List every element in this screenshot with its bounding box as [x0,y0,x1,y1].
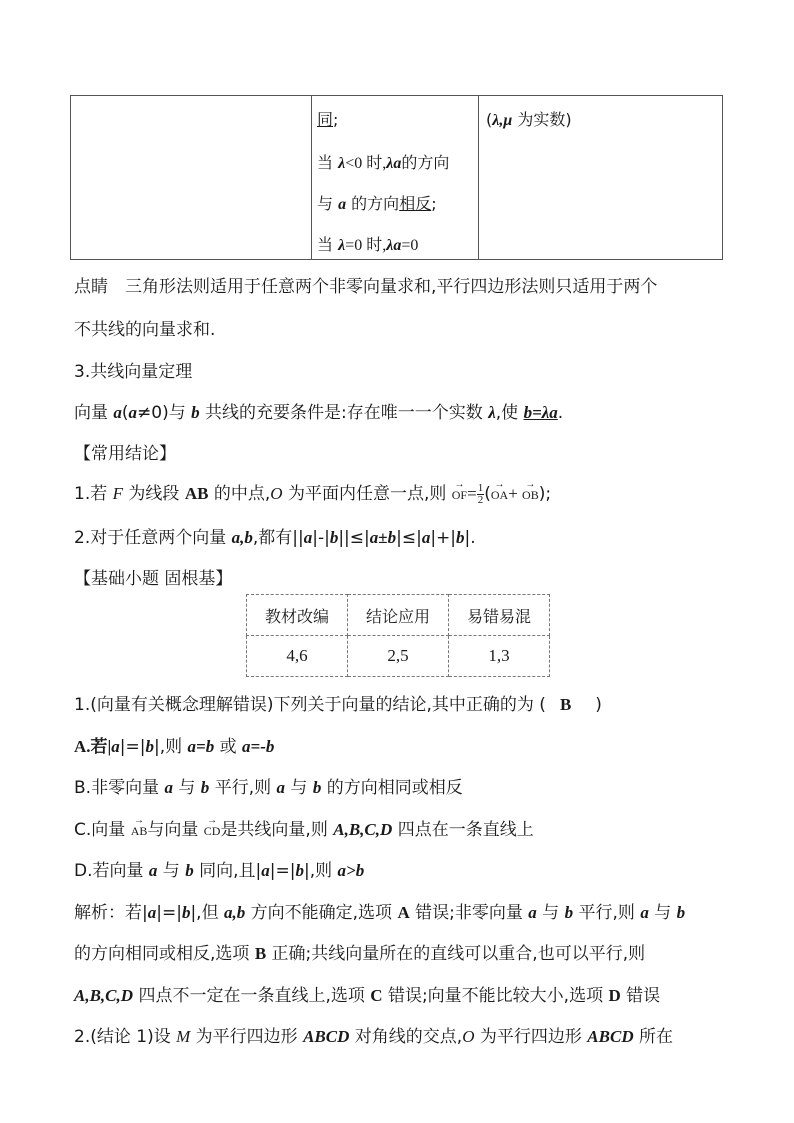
common-title: 【常用结论】 [74,444,176,464]
vector-CD: → CD [203,815,221,838]
theorem-text: 向量 a(a≠0)与 b 共线的充要条件是:存在唯一一个实数 λ,使 b=λa. [74,403,564,423]
vector-AB: → AB [130,815,148,838]
vector-OF: → OF [451,479,468,502]
table-cell-line: 当 λ<0 时,λa的方向 [317,153,450,172]
table-divider [478,96,479,259]
vector-OB: → OB [522,479,539,502]
value-cell: 1,3 [449,636,550,677]
value-cell: 4,6 [247,636,348,677]
table-cell-line: 当 λ=0 时,λa=0 [317,235,419,254]
header-cell: 教材改编 [247,595,348,636]
header-cell: 易错易混 [449,595,550,636]
note-line: 点睛 三角形法则适用于任意两个非零向量求和,平行四边形法则只适用于两个 [74,277,658,297]
option-D: D.若向量 a 与 b 同向,且|a|=|b|,则 a>b [74,861,365,881]
table-divider [311,96,312,259]
table-cell-line: 同; [317,110,339,129]
option-C: C.向量 → AB与向量 → CD是共线向量,则 A,B,C,D 四点在一条直线上 [74,815,534,840]
question-2-stem: 2.(结论 1)设 M 为平行四边形 ABCD 对角线的交点,O 为平行四边形 ABCD 所在 [74,1027,673,1047]
conclusion-2: 2.对于任意两个向量 a,b,都有||a|-|b||≤|a±b|≤|a|+|b|. [74,528,476,548]
table-row [247,636,550,677]
table-cell-line: 与 a 的方向相反; [317,194,437,213]
note-line: 不共线的向量求和. [74,320,216,340]
basics-table [246,594,550,677]
analysis-line: 的方向相同或相反,选项 B 正确;共线向量所在的直线可以重合,也可以平行,则 [74,944,646,964]
option-B: B.非零向量 a 与 b 平行,则 a 与 b 的方向相同或相反 [74,778,463,798]
theorem-answer: b=λa [523,403,558,422]
analysis-line: 解析：若|a|=|b|,但 a,b 方向不能确定,选项 A 错误;非零向量 a 与 b 平行,则 a 与 b [74,903,686,923]
vector-OA: → OA [490,479,509,502]
option-A: A.若|a|=|b|,则 a=b 或 a=-b [74,737,275,757]
analysis-line: A,B,C,D 四点不一定在一条直线上,选项 C 错误;向量不能比较大小,选项 D 错误 [74,986,661,1006]
basics-title: 【基础小题 固根基】 [74,569,233,589]
header-cell: 结论应用 [348,595,449,636]
value-cell: 2,5 [348,636,449,677]
question-1-stem: 1.(向量有关概念理解错误)下列关于向量的结论,其中正确的为 ( B ) [74,695,602,715]
section-title: 3.共线向量定理 [74,362,193,382]
conclusion-1: 1.若 F 为线段 AB 的中点,O 为平面内任意一点,则 → OF= $\frac{1}{2}$ ( → OA+ → OB); [74,479,552,506]
question-1-answer: B [559,695,572,714]
table-right-cell: (λ,μ 为实数) [486,110,572,129]
fraction-half: $\frac{1}{2}$ [477,481,484,506]
table-row [247,595,550,636]
